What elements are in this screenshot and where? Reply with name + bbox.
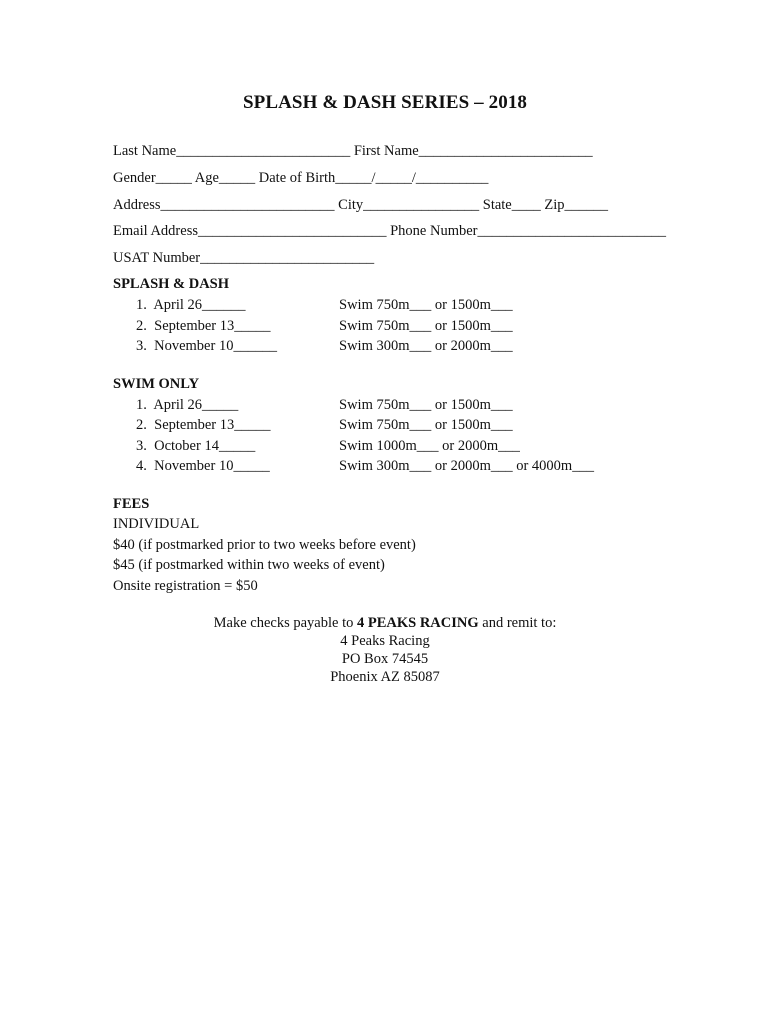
fees-heading: FEES <box>113 496 150 512</box>
remit-address-box: PO Box 74545 <box>341 651 429 667</box>
remit-suffix: and remit to: <box>478 615 557 631</box>
swim-only-options-1[interactable]: Swim 750m___ or 1500m___ <box>339 397 513 413</box>
fees-individual: INDIVIDUAL <box>113 516 200 532</box>
splash-dash-heading: SPLASH & DASH <box>113 276 230 292</box>
remit-address-city: Phoenix AZ 85087 <box>330 669 440 685</box>
remit-instructions <box>0 614 770 632</box>
swim-only-options-3[interactable]: Swim 1000m___ or 2000m___ <box>339 438 520 454</box>
splash-dash-event-3[interactable]: 3. November 10______ <box>136 338 277 354</box>
remit-payee: 4 PEAKS RACING <box>356 615 479 631</box>
splash-dash-event-1[interactable]: 1. April 26______ <box>136 297 246 313</box>
fees-early: $40 (if postmarked prior to two weeks before event) <box>113 537 416 553</box>
form-title: SPLASH & DASH SERIES – 2018 <box>242 92 528 113</box>
fees-onsite: Onsite registration = $50 <box>113 578 258 594</box>
usat-number-line[interactable]: USAT Number________________________ <box>113 250 375 266</box>
swim-only-heading: SWIM ONLY <box>113 376 200 392</box>
splash-dash-options-2[interactable]: Swim 750m___ or 1500m___ <box>339 318 513 334</box>
swim-only-event-4[interactable]: 4. November 10_____ <box>136 458 270 474</box>
swim-only-event-3[interactable]: 3. October 14_____ <box>136 438 256 454</box>
name-fields-line[interactable]: Last Name________________________ First Name________________________ <box>113 143 593 159</box>
swim-only-options-2[interactable]: Swim 750m___ or 1500m___ <box>339 417 513 433</box>
remit-address-name: 4 Peaks Racing <box>340 633 430 649</box>
swim-only-event-2[interactable]: 2. September 13_____ <box>136 417 271 433</box>
remit-prefix: Make checks payable to <box>213 615 357 631</box>
splash-dash-event-2[interactable]: 2. September 13_____ <box>136 318 271 334</box>
swim-only-options-4[interactable]: Swim 300m___ or 2000m___ or 4000m___ <box>339 458 594 474</box>
fees-late: $45 (if postmarked within two weeks of event) <box>113 557 385 573</box>
gender-age-dob-line[interactable]: Gender_____ Age_____ Date of Birth_____/_____/__________ <box>113 170 489 186</box>
email-phone-line[interactable]: Email Address__________________________ Phone Number__________________________ <box>113 223 666 239</box>
swim-only-event-1[interactable]: 1. April 26_____ <box>136 397 239 413</box>
splash-dash-options-3[interactable]: Swim 300m___ or 2000m___ <box>339 338 513 354</box>
splash-dash-options-1[interactable]: Swim 750m___ or 1500m___ <box>339 297 513 313</box>
address-line[interactable]: Address________________________ City________________ State____ Zip______ <box>113 197 609 213</box>
